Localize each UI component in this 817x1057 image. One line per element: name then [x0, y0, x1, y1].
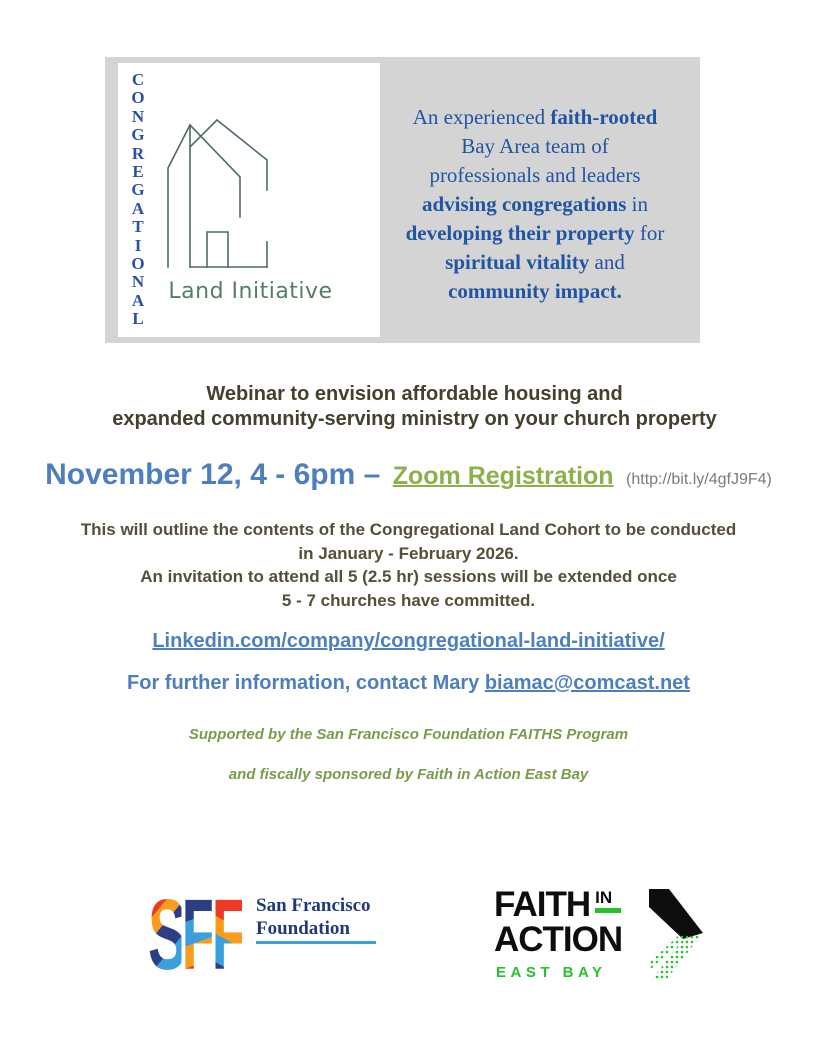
congregational-land-initiative-logo [118, 63, 380, 337]
vertical-letter: L [132, 309, 144, 329]
linkedin-line [0, 630, 817, 653]
details-line1: This will outline the contents of the Congregational Land Cohort to be conducted [80, 520, 737, 539]
registration-url: (http://bit.ly/4gfJ9F4) [626, 471, 772, 488]
sff-letter-s: S [148, 879, 182, 991]
event-line [0, 458, 817, 492]
fia-word-action: ACTION [494, 920, 623, 959]
tagline-line: community impact. [448, 279, 622, 303]
vertical-letter: O [131, 253, 145, 273]
tagline-line: advising congregations in [422, 192, 648, 216]
vertical-letter: N [131, 106, 145, 126]
webinar-title-line1: Webinar to envision affordable housing and [206, 383, 623, 405]
linkedin-link[interactable]: Linkedin.com/company/congregational-land-initiative/ [152, 630, 665, 652]
fia-word-faith: FAITH [494, 885, 591, 924]
vertical-letter: O [131, 88, 145, 108]
vertical-letter: A [131, 290, 145, 310]
contact-line [0, 672, 817, 695]
sff-letter-f2: F [211, 879, 242, 991]
vertical-letter: C [131, 70, 145, 89]
fia-in-text: IN [595, 888, 613, 907]
event-details [0, 518, 817, 612]
webinar-title [12, 382, 817, 432]
vertical-letter: N [131, 272, 145, 292]
sponsor-line2: and fiscally sponsored by Faith in Action East Bay [228, 766, 589, 783]
house-outline-icon [158, 111, 328, 271]
header-tagline [383, 103, 687, 306]
email-link[interactable]: biamac@comcast.net [484, 672, 690, 694]
tagline-line: An experienced faith-rooted [412, 105, 658, 129]
sff-name-line1: San Francisco [256, 895, 371, 916]
tagline-line: spiritual vitality and [445, 250, 625, 274]
sff-underline [256, 941, 376, 944]
fia-green-bar [595, 908, 621, 913]
vertical-letter: E [132, 161, 144, 181]
sff-letters-icon [148, 879, 242, 991]
vertical-letter: T [132, 217, 144, 237]
san-francisco-foundation-logo [148, 879, 438, 991]
vertical-letter: G [131, 180, 145, 200]
event-datetime: November 12, 4 - 6pm – [45, 458, 381, 491]
details-line4: 5 - 7 churches have committed. [281, 590, 536, 610]
header-banner [105, 57, 700, 343]
vertical-letter: I [134, 235, 142, 255]
fia-arrow-icon [645, 885, 707, 989]
webinar-title-line2: expanded community-serving ministry on your church property [112, 408, 717, 430]
sponsor-line1: Supported by the San Francisco Foundation FAITHS Program [188, 726, 629, 743]
sff-name [256, 895, 371, 940]
details-line3: An invitation to attend all 5 (2.5 hr) sessions will be extended once [140, 567, 677, 586]
vertical-letter: R [131, 143, 145, 163]
logo-wordmark: Land Initiative [168, 279, 333, 304]
contact-text: For further information, contact Mary [127, 672, 485, 694]
fia-word-in [595, 889, 621, 913]
vertical-word-congregational [126, 71, 150, 328]
sff-letter-f1: F [181, 879, 212, 991]
tagline-line: developing their property for [405, 221, 665, 245]
tagline-line: professionals and leaders [429, 163, 641, 187]
tagline-line: Bay Area team of [461, 134, 609, 158]
sff-name-line2: Foundation [256, 917, 350, 939]
zoom-registration-link[interactable]: Zoom Registration [392, 462, 614, 490]
details-line2: in January - February 2026. [298, 543, 519, 563]
vertical-letter: A [131, 198, 145, 218]
vertical-letter: G [131, 125, 145, 145]
faith-in-action-east-bay-logo [494, 885, 709, 993]
fia-subtitle: EAST BAY [496, 964, 607, 981]
